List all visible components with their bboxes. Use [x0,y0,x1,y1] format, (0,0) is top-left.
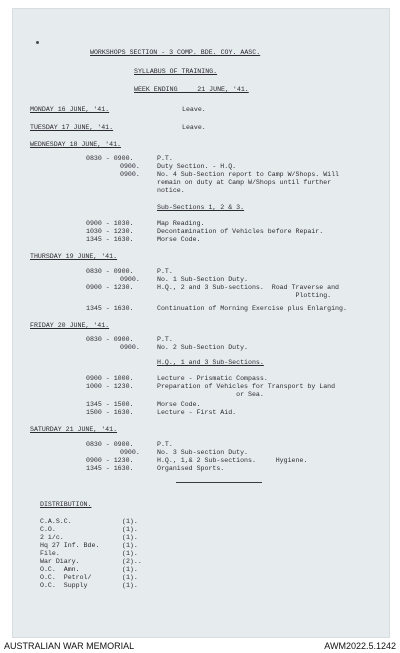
schedule-item: No. 1 Sub-Section Duty. [157,276,249,283]
time-cell: 1000 - 1230. [86,383,134,390]
header-week: WEEK ENDING 21 JUNE, '41. [134,86,249,93]
time-cell: 1345 - 1500. [86,401,134,408]
time-cell: 0900. [120,344,140,351]
time-cell: 1345 - 1630. [86,305,134,312]
distribution-qty: (1). [122,542,138,549]
schedule-item: notice. [157,187,185,194]
distribution-qty: (1). [122,550,138,557]
schedule-item: P.T. [157,268,173,275]
day-heading: SATURDAY 21 JUNE, '41. [30,426,118,433]
document-page [12,8,390,638]
day-note: Leave. [182,106,206,113]
schedule-item: Morse Code. [157,401,201,408]
distribution-recipient: O.C. Amn. [40,566,80,573]
schedule-item: Duty Section. - H.Q. [157,163,237,170]
schedule-item: H.Q., 2 and 3 Sub-sections. Road Traverse and [157,284,340,291]
punch-hole-mark [36,41,39,44]
separator-rule [176,482,262,483]
schedule-item: Lecture - Prismatic Compass. [157,375,268,382]
schedule-item: Continuation of Morning Exercise plus Enlarging. [157,305,347,312]
time-cell: 1500 - 1630. [86,409,134,416]
schedule-item: remain on duty at Camp W/Shops until further [157,179,332,186]
time-cell: 0830 - 0900. [86,268,134,275]
distribution-recipient: File. [40,550,60,557]
archive-footer [0,640,400,653]
distribution-qty: (1). [122,574,138,581]
time-cell: 0830 - 0900. [86,336,134,343]
distribution-qty: (1). [122,518,138,525]
time-cell: 0900 - 1230. [86,457,134,464]
schedule-item: or Sea. [157,391,264,398]
day-heading: FRIDAY 20 JUNE, '41. [30,322,110,329]
header-syllabus: SYLLABUS OF TRAINING. [134,68,218,75]
day-heading: WEDNESDAY 18 JUNE, '41. [30,141,122,148]
schedule-item: Decontamination of Vehicles before Repair. [157,228,324,235]
sub-heading: H.Q., 1 and 3 Sub-Sections. [157,359,264,366]
schedule-item: Plotting. [157,292,332,299]
distribution-qty: (1). [122,566,138,573]
schedule-item: P.T. [157,155,173,162]
time-cell: 1345 - 1630. [86,465,134,472]
schedule-item: Map Reading. [157,220,205,227]
schedule-item: No. 4 Sub-Section report to Camp W/Shops. Will [157,171,340,178]
day-heading: MONDAY 16 JUNE, '41. [30,106,110,113]
distribution-qty: (1). [122,526,138,533]
time-cell: 1030 - 1230. [86,228,134,235]
time-cell: 0900. [120,449,140,456]
time-cell: 0900 - 1030. [86,220,134,227]
day-heading: TUESDAY 17 JUNE, '41. [30,124,114,131]
distribution-recipient: O.C. Petrol/ [40,574,92,581]
day-heading: THURSDAY 19 JUNE, '41. [30,253,118,260]
footer-institution: AUSTRALIAN WAR MEMORIAL [4,641,135,651]
distribution-recipient: Hq 27 Inf. Bde. [40,542,100,549]
time-cell: 0900 - 1230. [86,284,134,291]
time-cell: 0830 - 0900. [86,155,134,162]
schedule-item: P.T. [157,336,173,343]
distribution-recipient: 2 i/c. [40,534,64,541]
sub-heading: Sub-Sections 1, 2 & 3. [157,204,245,211]
schedule-item: H.Q., 1,& 2 Sub-sections. Hygiene. [157,457,308,464]
distribution-recipient: O.C. Supply [40,582,88,589]
time-cell: 1345 - 1630. [86,236,134,243]
header-unit: WORKSHOPS SECTION - 3 COMP. BDE. COY. AASC. [90,49,261,56]
distribution-qty: (1). [122,582,138,589]
distribution-qty: (2).. [122,558,142,565]
schedule-item: Preparation of Vehicles for Transport by Land [157,383,336,390]
schedule-item: Organised Sports. [157,465,225,472]
schedule-item: No. 3 Sub-section Duty. [157,449,249,456]
schedule-item: Lecture - First Aid. [157,409,237,416]
distribution-recipient: War Diary. [40,558,80,565]
distribution-recipient: C.A.S.C. [40,518,72,525]
distribution-title: DISTRIBUTION. [40,501,92,508]
schedule-item: No. 2 Sub-Section Duty. [157,344,249,351]
time-cell: 0830 - 0900. [86,441,134,448]
schedule-item: Morse Code. [157,236,201,243]
distribution-qty: (1). [122,534,138,541]
time-cell: 0900. [120,276,140,283]
schedule-item: P.T. [157,441,173,448]
time-cell: 0900 - 1000. [86,375,134,382]
time-cell: 0900. [120,171,140,178]
footer-accession-id: AWM2022.5.1242 [324,641,396,651]
day-note: Leave. [182,124,206,131]
distribution-recipient: C.O. [40,526,56,533]
time-cell: 0900. [120,163,140,170]
